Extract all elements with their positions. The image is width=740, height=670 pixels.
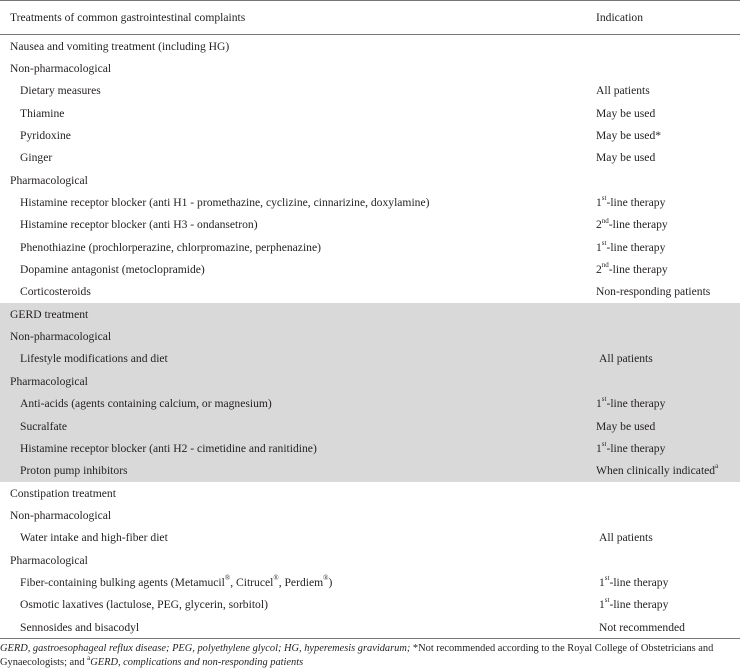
- treatment-cell: Water intake and high-fiber diet: [20, 531, 168, 545]
- indication-cell: [586, 616, 740, 639]
- table-row: [0, 214, 740, 236]
- indication-cell: [586, 437, 740, 459]
- treatment-cell: Anti-acids (agents containing calcium, or magnesium): [0, 393, 586, 415]
- indication-ordinal-suffix: st: [601, 194, 607, 203]
- group-label: Pharmacological: [10, 553, 88, 567]
- group-row: [0, 57, 740, 79]
- indication-cell: [586, 191, 740, 213]
- treatment-text-part: Citrucel: [236, 575, 274, 589]
- indication-ordinal: 1: [596, 441, 602, 455]
- indication-cell: [586, 147, 740, 169]
- treatment-separator: ®,: [224, 574, 236, 589]
- indication-ordinal-suffix: st: [604, 574, 610, 583]
- indication-cell: [586, 460, 740, 482]
- group-row: [0, 549, 740, 571]
- section-row: [0, 482, 740, 504]
- treatment-separator: ®,: [273, 574, 285, 589]
- section-title: GERD treatment: [0, 303, 740, 325]
- indication-text: May be used*: [596, 129, 662, 143]
- indication-text: When clinically indicated: [596, 464, 716, 478]
- indication-text: May be used: [596, 151, 656, 165]
- indication-cell: [586, 236, 740, 258]
- indication-ordinal-suffix: nd: [601, 261, 609, 270]
- group-label: Non-pharmacological: [0, 325, 740, 347]
- footnote-note-2-marker: a: [87, 653, 91, 662]
- indication-text: All patients: [596, 84, 650, 98]
- indication-text: All patients: [599, 531, 653, 545]
- indication-text: Not recommended: [599, 620, 685, 634]
- table-body: [0, 35, 740, 639]
- group-row: [0, 504, 740, 526]
- treatment-text-part: Perdiem: [284, 575, 324, 589]
- indication-text: -line therapy: [609, 598, 669, 612]
- table-row: [0, 348, 740, 370]
- table-row: [0, 102, 740, 124]
- indication-ordinal: 1: [596, 240, 602, 254]
- section-row: [0, 303, 740, 325]
- indication-text: -line therapy: [606, 441, 666, 455]
- group-row: [0, 169, 740, 191]
- indication-ordinal-suffix: st: [601, 238, 607, 247]
- group-row: [0, 325, 740, 347]
- footnote-note-2: GERD, complications and non-responding patients: [90, 657, 304, 669]
- footnote-note-1: *Not recommended according to the Royal College of Obstetricians and Gynaecologists; and: [0, 643, 714, 669]
- table-row: [0, 258, 740, 280]
- treatment-cell: Thiamine: [20, 106, 65, 120]
- indication-text: May be used: [596, 419, 656, 433]
- indication-text: -line therapy: [608, 263, 668, 277]
- indication-cell: [586, 393, 740, 415]
- indication-cell: [586, 80, 740, 102]
- indication-ordinal-suffix: nd: [601, 216, 609, 225]
- treatment-text-part: Fiber-containing bulking agents (Metamucil: [20, 575, 225, 589]
- indication-ordinal-suffix: st: [601, 440, 607, 448]
- section-title: Nausea and vomiting treatment (including HG): [10, 39, 230, 53]
- indication-text: May be used: [596, 106, 656, 120]
- indication-text: All patients: [599, 352, 653, 366]
- group-row: [0, 370, 740, 392]
- indication-cell: [586, 214, 740, 236]
- treatment-cell: Lifestyle modifications and diet: [0, 348, 586, 370]
- table-row: [0, 393, 740, 415]
- treatment-cell: Dietary measures: [20, 84, 101, 98]
- indication-text: -line therapy: [608, 218, 668, 232]
- indication-ordinal-suffix: st: [601, 395, 607, 404]
- indication-text: -line therapy: [606, 240, 666, 254]
- indication-cell: [586, 571, 740, 593]
- table-row: [0, 80, 740, 102]
- treatment-cell: Phenothiazine (prochlorperazine, chlorpromazine, perphenazine): [20, 240, 321, 254]
- group-label: Pharmacological: [10, 173, 88, 187]
- group-label: Non-pharmacological: [10, 508, 112, 522]
- group-label: Pharmacological: [0, 370, 740, 392]
- treatment-cell: Pyridoxine: [20, 129, 71, 143]
- treatment-cell: Dopamine antagonist (metoclopramide): [20, 263, 205, 277]
- indication-text: -line therapy: [606, 196, 666, 210]
- table-row: [0, 124, 740, 146]
- table-row: [0, 191, 740, 213]
- indication-ordinal: 2: [596, 263, 602, 277]
- indication-text: -line therapy: [609, 575, 669, 589]
- indication-footnote-marker: a: [715, 462, 719, 471]
- section-row: [0, 35, 740, 58]
- treatment-cell: Corticosteroids: [20, 285, 91, 299]
- table-row: [0, 437, 740, 459]
- table-row: [0, 571, 740, 593]
- group-label: Non-pharmacological: [10, 62, 112, 76]
- table-row: [0, 281, 740, 303]
- treatment-cell: Ginger: [20, 151, 53, 165]
- indication-cell: [586, 415, 740, 437]
- header-treatment: Treatments of common gastrointestinal complaints: [0, 1, 586, 35]
- table-row: [0, 527, 740, 549]
- indication-ordinal: 2: [596, 218, 602, 232]
- indication-cell: [586, 527, 740, 549]
- indication-cell: [586, 124, 740, 146]
- treatment-cell: Proton pump inhibitors: [0, 460, 586, 482]
- table-row: [0, 616, 740, 639]
- table-header-row: [0, 1, 740, 35]
- treatment-cell: Osmotic laxatives (lactulose, PEG, glycerin, sorbitol): [20, 598, 268, 612]
- indication-ordinal-suffix: st: [604, 596, 610, 605]
- indication-cell: [586, 258, 740, 280]
- registered-mark: ®: [323, 574, 329, 583]
- table-footnote: [0, 639, 740, 670]
- treatment-cell: Histamine receptor blocker (anti H3 - ondansetron): [20, 218, 258, 232]
- treatment-cell: [0, 571, 586, 593]
- table-row: [0, 236, 740, 258]
- treatment-cell: Sucralfate: [0, 415, 586, 437]
- table-row: [0, 415, 740, 437]
- indication-text: Non-responding patients: [596, 285, 711, 299]
- registered-mark: ®: [224, 574, 231, 583]
- indication-ordinal: 1: [599, 575, 605, 589]
- section-title: Constipation treatment: [10, 486, 116, 500]
- indication-ordinal: 1: [596, 397, 602, 411]
- indication-cell: [586, 594, 740, 616]
- table-row: [0, 460, 740, 482]
- indication-ordinal: 1: [599, 598, 605, 612]
- table-row: [0, 147, 740, 169]
- registered-mark: ®: [273, 574, 279, 583]
- indication-cell: [586, 348, 740, 370]
- header-indication: Indication: [586, 1, 740, 35]
- indication-text: -line therapy: [606, 397, 666, 411]
- table-row: [0, 594, 740, 616]
- treatment-cell: Histamine receptor blocker (anti H2 - cimetidine and ranitidine): [0, 437, 586, 459]
- footnote-abbreviations: GERD, gastroesophageal reflux disease; PEG, polyethylene glycol; HG, hyperemesis gravidarum;: [0, 643, 411, 655]
- indication-cell: [586, 281, 740, 303]
- treatment-cell: Sennosides and bisacodyl: [0, 616, 586, 639]
- indication-ordinal: 1: [596, 196, 602, 210]
- treatment-cell: Histamine receptor blocker (anti H1 - promethazine, cyclizine, cinnarizine, doxylamine): [20, 196, 430, 210]
- treatment-text-part: ): [328, 575, 333, 589]
- indication-cell: [586, 102, 740, 124]
